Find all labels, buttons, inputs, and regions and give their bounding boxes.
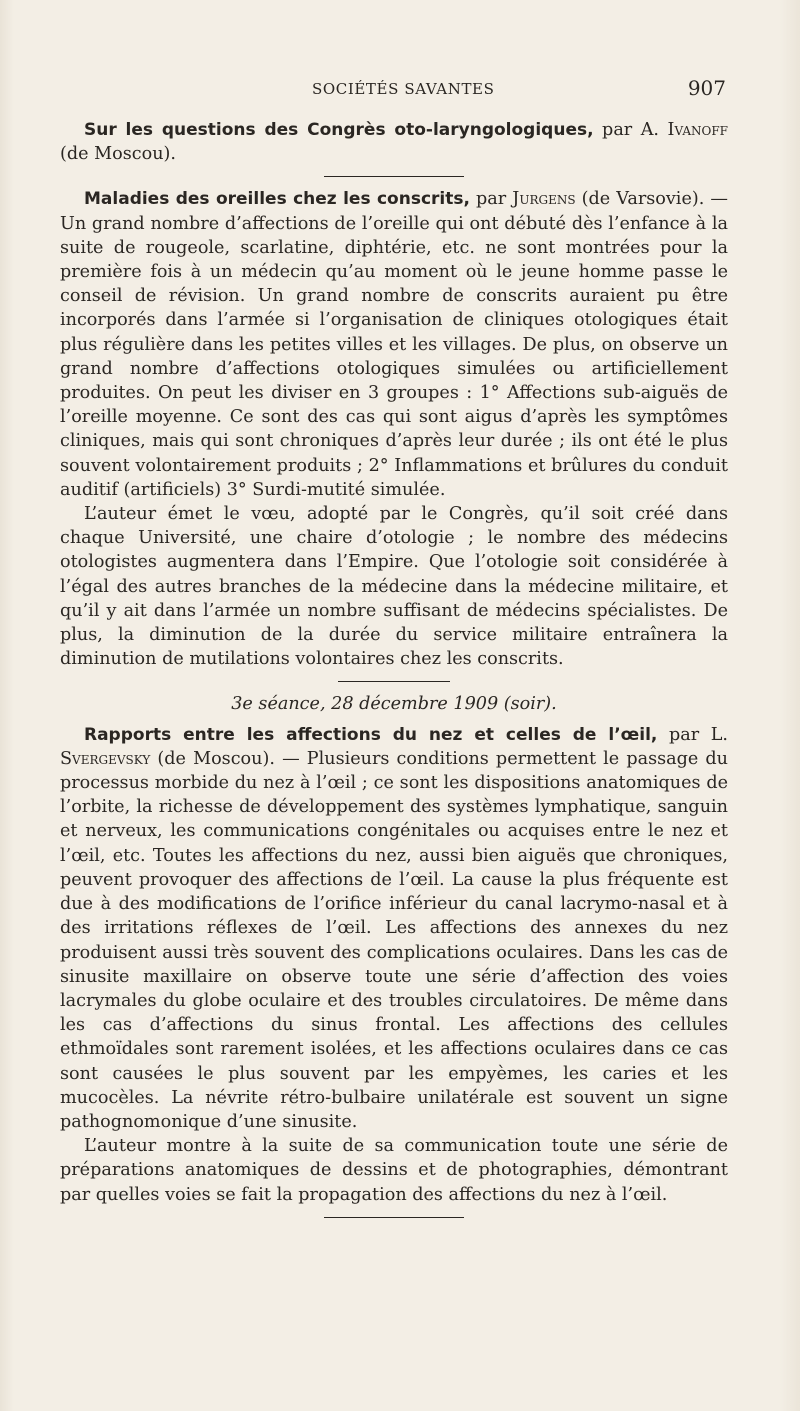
article-svergevsky xyxy=(60,723,728,1134)
author-name: Svergevsky xyxy=(60,748,151,769)
author-name: Jurgens xyxy=(512,189,576,210)
article-title: Sur les questions des Congrès oto-laryngologiques, xyxy=(84,120,594,140)
page-body xyxy=(60,118,728,1228)
article-paragraph: — Un grand nombre d’affections de l’oreille qui ont débuté dès l’enfance à la suite de rougeole, scarlatine, diphtérie, etc. ne sont montrées pour la première fois à un médecin qu’au moment où le jeune homme passe le conseil de révision. Un grand nombre de conscrits auraient pu être incorporés dans l’armée si l’organisation de cliniques otologiques était plus régulière dans les petites villes et les villages. De plus, on observe un grand nombre d’affections otologiques simulées ou artificiellement produites. On peut les diviser en 3 groupes : 1° Affections sub-aiguës de l’oreille moyenne. Ce sont des cas qui sont aigus d’après les symptômes cliniques, mais qui sont chroniques d’après leur durée ; ils ont été le plus souvent volontairement produits ; 2° Inflammations et brûlures du conduit auditif (artificiels) 3° Surdi-mutité simulée. xyxy=(60,189,728,500)
article-paragraph: — Plusieurs conditions permettent le passage du processus morbide du nez à l’œil ; ce sont les dispositions anatomiques de l’orbite, la richesse de développement des systèmes lymphatique, sanguin et nerveux, les communications congénitales ou acquises entre le nez et l’œil, etc. Toutes les affections du nez, aussi bien aiguës que chroniques, peuvent provoquer des affections de l’œil. La cause la plus fréquente est due à des modifications de l’orifice inférieur du canal lacrymo-nasal et à des irritations réflexes de l’œil. Les affections des annexes du nez produisent aussi très souvent des complications oculaires. Dans les cas de sinusite maxillaire on observe toute une série d’affection des voies lacrymales du globe oculaire et des troubles circulatoires. De même dans les cas d’affections du sinus frontal. Les affections des cellules ethmoïdales sont rarement isolées, et les affections oculaires dans ce cas sont causées le plus souvent par les empyèmes, les caries et les mucocèles. La névrite rétro-bulbaire unilatérale est souvent un signe pathognomonique d’une sinusite. xyxy=(60,748,729,1132)
author-name: Ivanoff xyxy=(667,120,728,140)
affiliation: (de Moscou). xyxy=(60,144,177,165)
running-head: SOCIÉTÉS SAVANTES xyxy=(312,80,495,98)
byline-par: par xyxy=(469,189,513,210)
article-title: Maladies des oreilles chez les conscrits, xyxy=(84,189,470,210)
session-heading: 3e séance, 28 décembre 1909 (soir). xyxy=(231,694,557,715)
byline-par: par A. xyxy=(593,120,668,140)
affiliation: (de Moscou). xyxy=(150,748,275,769)
separator-rule xyxy=(338,681,450,682)
article-jurgens xyxy=(60,187,728,502)
article-ivanoff xyxy=(60,118,728,166)
affiliation: (de Varsovie). xyxy=(575,189,705,210)
article-title: Rapports entre les affections du nez et celles de l’œil, xyxy=(84,724,658,745)
byline-par: par L. xyxy=(657,724,729,745)
page-number: 907 xyxy=(687,76,726,100)
article-paragraph: L’auteur montre à la suite de sa communication toute une série de préparations anatomiques de dessins et de photographies, démontrant par quelles voies se fait la propagation des affections du nez à l’œil. xyxy=(60,1136,728,1205)
separator-rule xyxy=(324,1217,464,1218)
separator-rule xyxy=(324,176,464,177)
article-paragraph: L’auteur émet le vœu, adopté par le Congrès, qu’il soit créé dans chaque Université, une chaire d’otologie ; le nombre des médecins otologistes augmentera dans l’Empire. Que l’otologie soit considérée à l’égal des autres branches de la médecine dans la médecine militaire, et qu’il y ait dans l’armée un nombre suffisant de médecins spécialistes. De plus, la diminution de la durée du service militaire entraînera la diminution de mutilations volontaires chez les conscrits. xyxy=(60,504,728,670)
